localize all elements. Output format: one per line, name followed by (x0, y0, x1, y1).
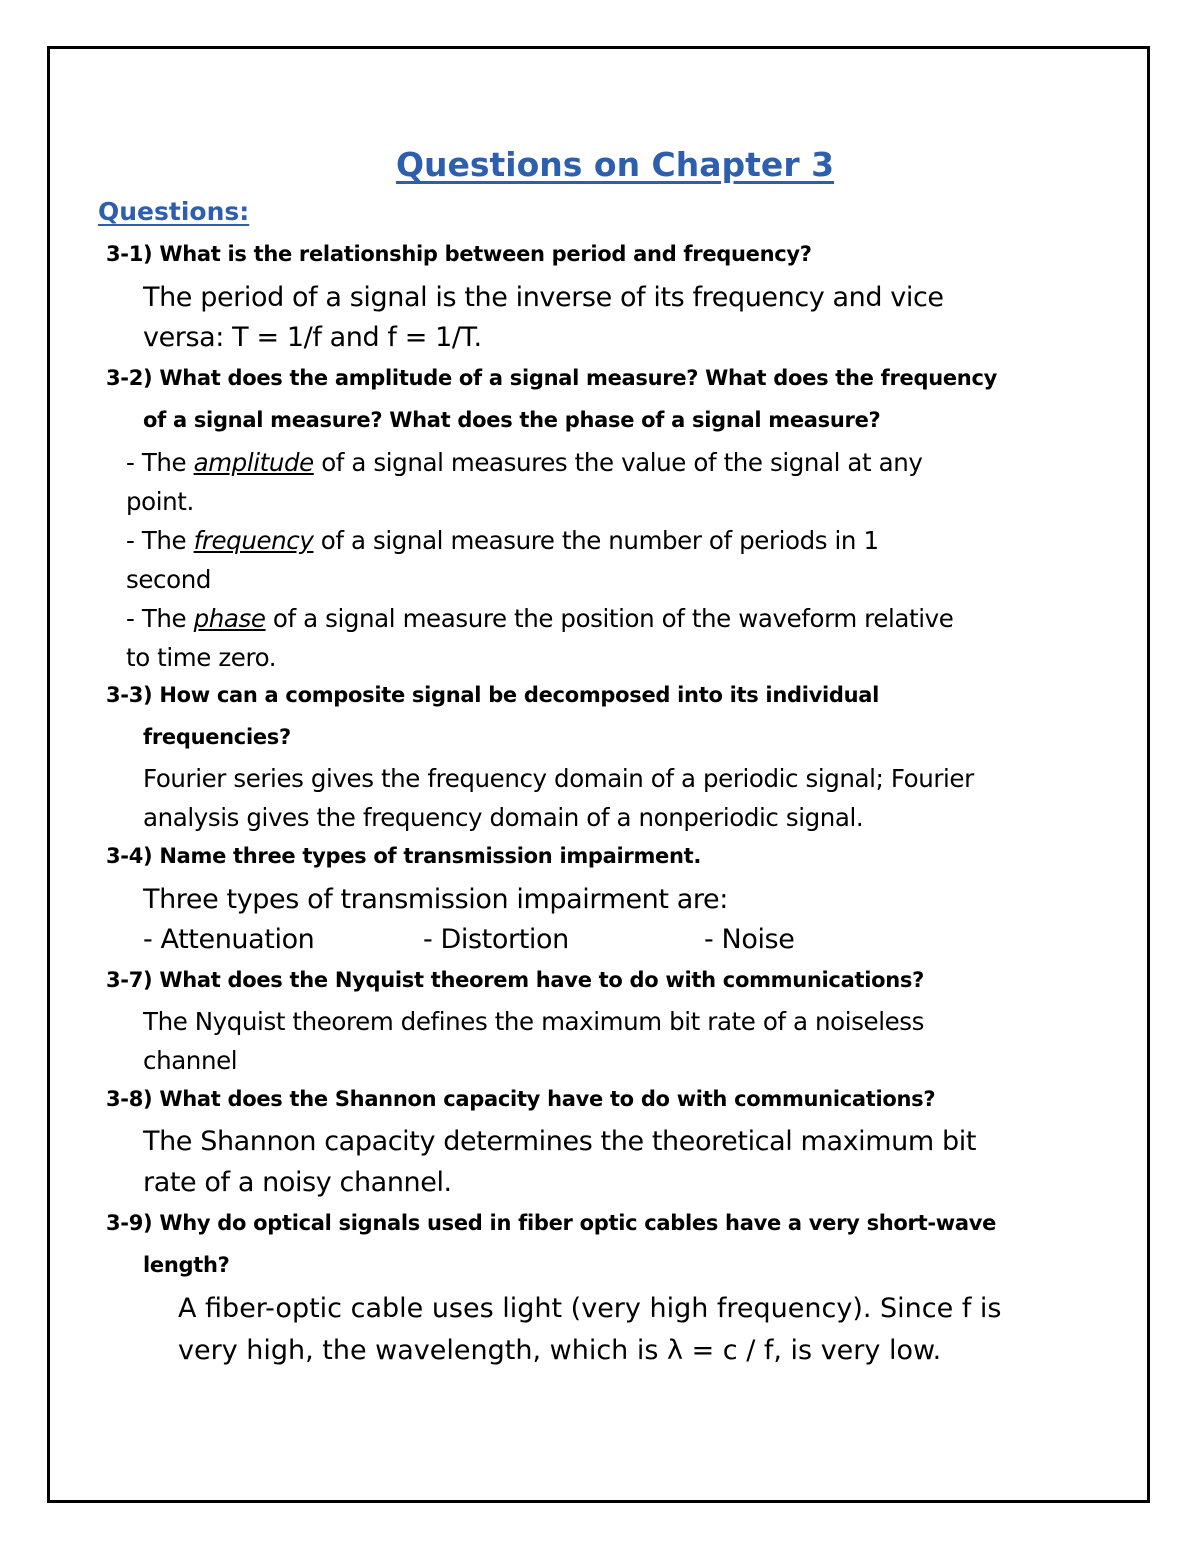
frequency-rest: of a signal measure the number of periods in 1 (313, 526, 879, 555)
answer-3-2-phase-cont: to time zero. (126, 643, 277, 672)
answer-3-2-frequency (126, 526, 879, 555)
question-3-2-line1: 3-2) What does the amplitude of a signal measure? What does the frequency (106, 366, 997, 390)
answer-3-7-line2: channel (143, 1046, 238, 1075)
question-3-3-line2: frequencies? (143, 725, 291, 749)
frequency-prefix: - The (126, 526, 194, 555)
question-3-8: 3-8) What does the Shannon capacity have to do with communications? (106, 1087, 936, 1111)
phase-prefix: - The (126, 604, 194, 633)
amplitude-rest: of a signal measures the value of the signal at any (313, 448, 923, 477)
answer-3-8-line2: rate of a noisy channel. (143, 1167, 452, 1198)
question-3-2-line2: of a signal measure? What does the phase of a signal measure? (143, 408, 881, 432)
question-3-3-line1: 3-3) How can a composite signal be decomposed into its individual (106, 683, 880, 707)
impairment-item-attenuation: - Attenuation (143, 924, 315, 955)
question-3-7: 3-7) What does the Nyquist theorem have to do with communications? (106, 968, 924, 992)
question-3-4: 3-4) Name three types of transmission impairment. (106, 844, 702, 868)
answer-3-2-phase (126, 604, 953, 633)
answer-3-4-intro: Three types of transmission impairment are: (143, 884, 728, 915)
answer-3-7-line1: The Nyquist theorem defines the maximum bit rate of a noiseless (143, 1007, 925, 1036)
answer-3-2-amplitude-cont: point. (126, 487, 194, 516)
answer-3-3-line1: Fourier series gives the frequency domain of a periodic signal; Fourier (143, 764, 974, 793)
answer-3-9-line2: very high, the wavelength, which is λ = c / f, is very low. (178, 1335, 942, 1366)
impairment-item-noise: - Noise (704, 924, 795, 955)
answer-3-2-frequency-cont: second (126, 565, 211, 594)
answer-3-2-amplitude (126, 448, 922, 477)
answer-3-1-line1: The period of a signal is the inverse of its frequency and vice (143, 282, 944, 313)
answer-3-8-line1: The Shannon capacity determines the theoretical maximum bit (143, 1126, 977, 1157)
phase-term: phase (193, 604, 266, 633)
answer-3-1-line2: versa: T = 1/f and f = 1/T. (143, 322, 482, 353)
page-title: Questions on Chapter 3 (395, 145, 835, 184)
amplitude-term: amplitude (193, 448, 314, 477)
amplitude-prefix: - The (126, 448, 194, 477)
answer-3-9-line1: A fiber-optic cable uses light (very high frequency). Since f is (178, 1293, 1002, 1324)
answer-3-3-line2: analysis gives the frequency domain of a nonperiodic signal. (143, 803, 864, 832)
phase-rest: of a signal measure the position of the waveform relative (265, 604, 954, 633)
impairment-item-distortion: - Distortion (423, 924, 569, 955)
question-3-1: 3-1) What is the relationship between period and frequency? (106, 242, 812, 266)
question-3-9-line1: 3-9) Why do optical signals used in fiber optic cables have a very short-wave (106, 1211, 997, 1235)
frequency-term: frequency (193, 526, 314, 555)
question-3-9-line2: length? (143, 1253, 230, 1277)
section-heading: Questions: (98, 197, 250, 226)
